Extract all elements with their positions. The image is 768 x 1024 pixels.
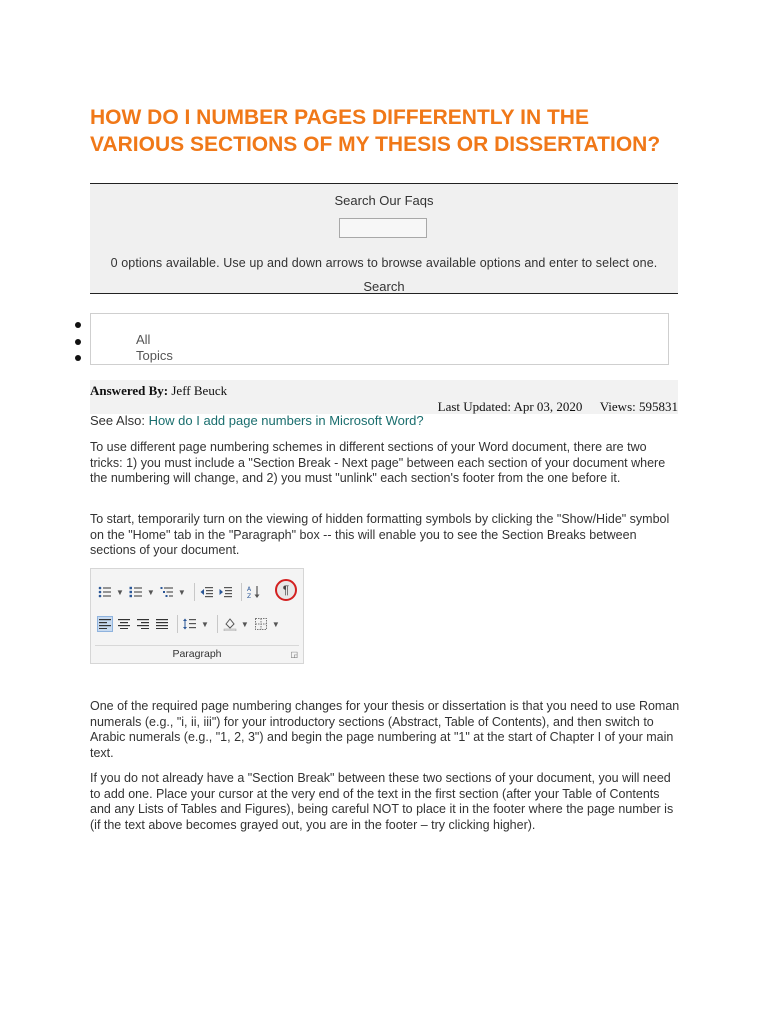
search-heading: Search Our Faqs <box>334 193 434 208</box>
bullets-icon <box>97 584 113 600</box>
answered-by-name: Jeff Beuck <box>171 383 228 398</box>
ribbon-divider <box>95 645 299 646</box>
body-paragraph: To start, temporarily turn on the viewing of hidden formatting symbols by clicking the "Show/Hide" symbol on the "Home" tab in the "Paragraph" box -- this will enable you to see the Section Breaks between sections of your document. <box>90 512 670 557</box>
body-paragraph: One of the required page numbering changes for your thesis or dissertation is that you need to use Roman numerals (e.g., "i, ii, iii") for your introductory sections (Abstract, Table of Contents), and then switch to Arabic numerals (e.g., "1, 2, 3") and begin the page numbering at "1" at the start of Chapter I of your main text. <box>90 699 680 760</box>
chevron-down-icon: ▼ <box>146 587 155 597</box>
topics-list <box>90 313 669 365</box>
sort-icon <box>246 584 262 600</box>
chevron-down-icon: ▼ <box>271 619 280 629</box>
body-paragraph: If you do not already have a "Section Break" between these two sections of your document, you will need to add one. Place your cursor at the very end of the text in the first section (after your Table of Contents and any Lists of Tables and Figures), being careful NOT to place it in the footer where the page number is (if the text above becomes grayed out, you are in the footer – try clicking higher). <box>90 771 674 832</box>
ribbon-row-top <box>97 581 265 603</box>
align-right-icon <box>135 616 151 632</box>
topic-item-topics[interactable]: Topics <box>136 348 173 363</box>
line-spacing-icon <box>182 616 198 632</box>
article-meta-bar <box>90 380 678 414</box>
numbering-icon <box>128 584 144 600</box>
dialog-launcher-icon: ◲ <box>290 650 298 659</box>
svg-text:Z: Z <box>246 593 251 599</box>
search-help-text: 0 options available. Use up and down arrows to browse available options and enter to select one. <box>110 256 658 270</box>
align-left-icon <box>97 616 113 632</box>
search-input[interactable] <box>339 218 427 238</box>
shading-icon <box>222 616 238 632</box>
svg-text:A: A <box>246 586 251 593</box>
ribbon-row-bottom <box>97 613 284 635</box>
borders-icon <box>253 616 269 632</box>
list-bullet <box>75 339 81 345</box>
ribbon-separator <box>194 583 195 601</box>
multilevel-list-icon <box>159 584 175 600</box>
article-stats <box>438 399 678 415</box>
list-bullet <box>75 322 81 328</box>
paragraph-ribbon-screenshot <box>90 568 304 664</box>
chevron-down-icon: ▼ <box>177 587 186 597</box>
show-hide-formatting-icon <box>275 579 297 601</box>
list-bullet <box>75 355 81 361</box>
increase-indent-icon <box>218 584 234 600</box>
chevron-down-icon: ▼ <box>240 619 249 629</box>
last-updated: Last Updated: Apr 03, 2020 <box>437 399 583 414</box>
search-button[interactable]: Search <box>90 279 678 294</box>
view-count: Views: 595831 <box>599 399 678 414</box>
ribbon-separator <box>177 615 178 633</box>
search-panel <box>90 184 678 294</box>
topic-item-all[interactable]: All <box>136 332 151 347</box>
chevron-down-icon: ▼ <box>116 587 124 597</box>
chevron-down-icon: ▼ <box>201 619 209 629</box>
pilcrow-glyph: ¶ <box>282 583 290 597</box>
see-also <box>90 413 424 428</box>
answered-by <box>90 383 227 399</box>
decrease-indent-icon <box>199 584 215 600</box>
see-also-label: See Also: <box>90 413 145 428</box>
see-also-link[interactable]: How do I add page numbers in Microsoft Word? <box>148 413 424 428</box>
answered-by-label: Answered By: <box>90 383 169 398</box>
ribbon-separator <box>241 583 242 601</box>
align-center-icon <box>116 616 132 632</box>
justify-icon <box>154 616 170 632</box>
ribbon-separator <box>217 615 218 633</box>
page-title: HOW DO I NUMBER PAGES DIFFERENTLY IN THE VARIOUS SECTIONS OF MY THESIS OR DISSERTATION? <box>90 106 661 156</box>
body-paragraph: To use different page numbering schemes in different sections of your Word document, there are two tricks: 1) you must include a "Section Break - Next page" between each section of your document where the numbering will change, and 2) you must "unlink" each section's footer from the one before it. <box>90 440 666 485</box>
ribbon-group-label: Paragraph <box>172 648 222 660</box>
